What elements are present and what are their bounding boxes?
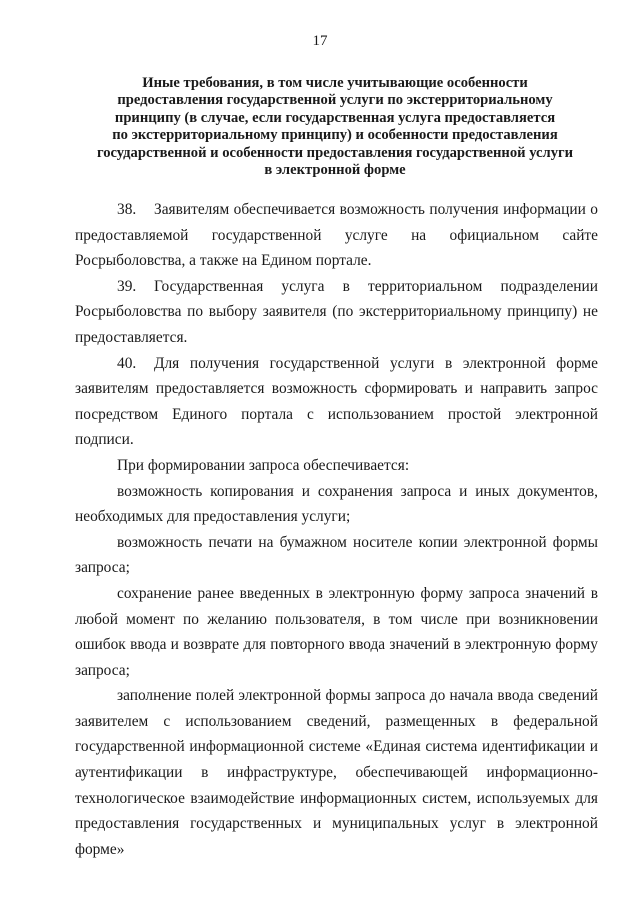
heading-line: предоставления государственной услуги по экстерриториальному [117,92,553,109]
heading-line: по экстерриториальному принципу) и особенности предоставления [112,127,558,144]
list-item-saving: сохранение ранее введенных в электронную форму запроса значений в любой момент по желанию пользователя, в том числе при возникновении ошибок ввода и возврате для повторного ввода значений в электронную форму запроса; [75,584,598,679]
heading-line: в электронной форме [264,162,406,179]
paragraph-number: 38. [117,201,137,218]
page-number: 17 [312,33,328,49]
list-item-copying: возможность копирования и сохранения запроса и иных документов, необходимых для предоставления услуги; [75,482,598,526]
list-item-printing: возможность печати на бумажном носителе копии электронной формы запроса; [75,533,598,577]
paragraph-39 [75,274,598,351]
document-body [75,197,598,862]
paragraph-number: 39. [117,277,137,295]
paragraph-intro: При формировании запроса обеспечивается: [117,456,410,474]
paragraph-text: Заявителям обеспечивается возможность получения информации о предоставляемой государственной услуге на официальном сайте Росрыболовства, а также на Едином портале. [75,201,598,270]
paragraph-text: Для получения государственной услуги в электронной форме заявителям предоставляется возможность сформировать и направить запрос посредством Единого портала с использованием простой электронной подписи. [75,354,598,449]
section-heading [70,75,600,179]
heading-line: государственной и особенности предоставления государственной услуги [96,144,574,161]
paragraph-40 [75,351,598,453]
paragraph-38 [75,197,598,274]
paragraph-text: Государственная услуга в территориальном подразделении Росрыболовства по выбору заявителя (по экстерриториальному принципу) не предоставляется. [75,277,598,346]
paragraph-number: 40. [117,354,137,372]
list-item-autofill: заполнение полей электронной формы запроса до начала ввода сведений заявителем с использованием сведений, размещенных в федеральной государственной информационной системе «Единая система идентификации и аутентификации в инфраструктуре, обеспечивающей информационно-технологическое взаимодействие информационных систем, используемых для предоставления государственных и муниципальных услуг в электронной форме» [75,687,598,858]
heading-line: Иные требования, в том числе учитывающие особенности [142,75,528,91]
heading-line: принципу (в случае, если государственная услуга предоставляется [114,109,556,126]
